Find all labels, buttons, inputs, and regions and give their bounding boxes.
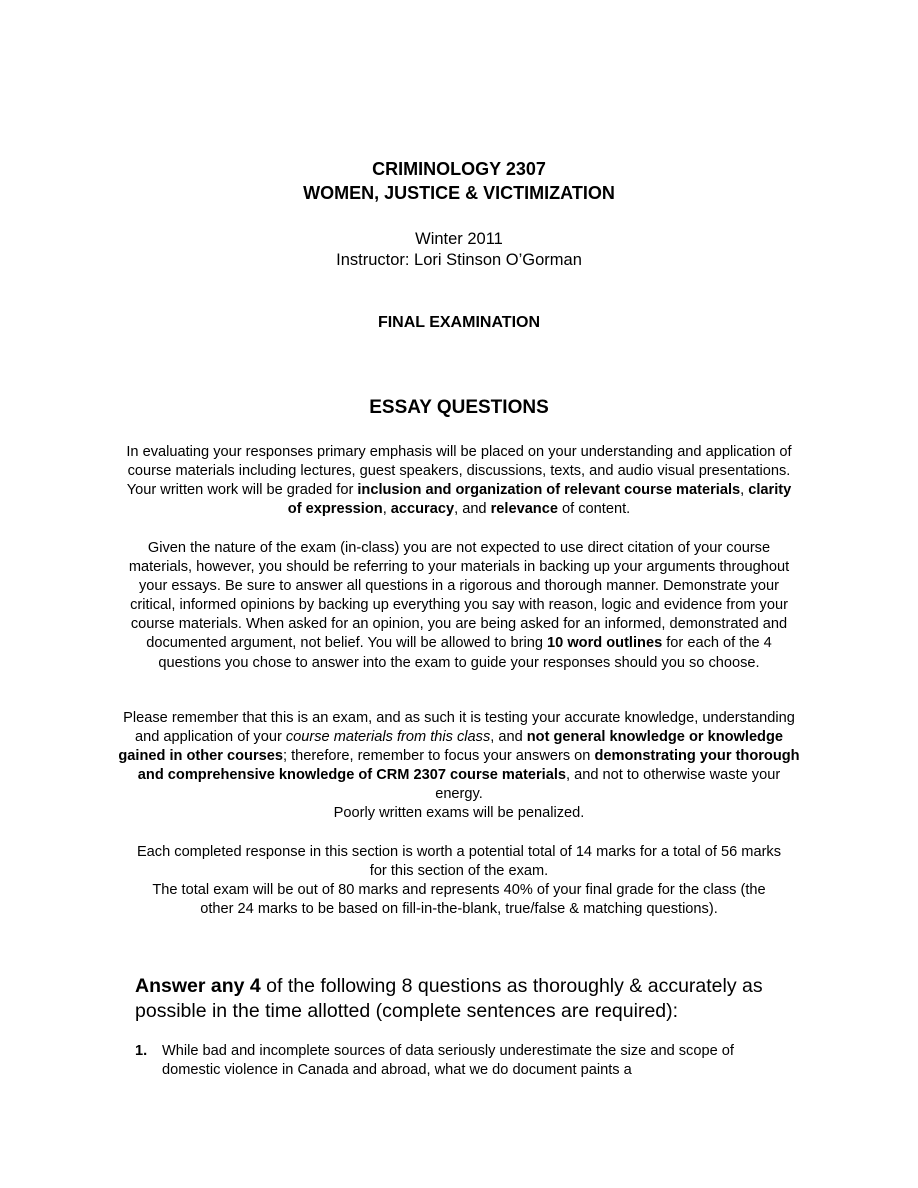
citation-paragraph	[118, 539, 800, 673]
text-run: Given the nature of the exam (in-class) you are not expected to use direct citation of your course materials, however, you should be referring to your materials in backing up your arguments throughout your essays. Be sure to answer all questions in a rigorous and thorough manner. Demonstrate your critical, informed opinions by backing up everything you say with reason, logic and evidence from your course materials. When asked for an opinion, you are being asked for an informed, demonstrated and documented argument, not belief. You will be allowed to bring	[128, 540, 790, 652]
text-run: In evaluating your responses primary emphasis will be placed on your understanding and application of course materials including lectures, guest speakers, discussions, texts, and audio visual presentations. Your written work will be graded for	[126, 444, 792, 499]
course-code: CRIMINOLOGY 2307	[372, 159, 546, 179]
marks-line-total: The total exam will be out of 80 marks and represents 40% of your final grade for the class (the other 24 marks to be based on fill-in-the-blank, true/false & matching questions).	[152, 882, 766, 918]
focus-paragraph	[118, 709, 800, 824]
bold-run: relevance	[490, 501, 558, 518]
term: Winter 2011	[415, 230, 503, 248]
bold-run: not general knowledge or knowledge gained in other courses	[118, 729, 784, 765]
text-run: , and	[454, 501, 491, 518]
answer-instruction	[135, 974, 835, 1024]
bold-run: clarity of expression	[287, 482, 792, 518]
text-run: ,	[382, 501, 391, 518]
bold-run: demonstrating your thorough and comprehensive knowledge of CRM 2307 course materials	[137, 748, 800, 784]
text-run: , and not to otherwise waste your energy.	[435, 767, 781, 803]
instructor: Instructor: Lori Stinson O’Gorman	[336, 251, 582, 269]
text-run: for each of the 4 questions you chose to answer into the exam to guide your responses should you so choose.	[158, 635, 772, 671]
exam-title: FINAL EXAMINATION	[377, 314, 541, 331]
text-run: Please remember that this is an exam, and as such it is testing your accurate knowledge, understanding and application of your	[123, 710, 795, 746]
bold-run: 10 word outlines	[547, 635, 663, 652]
marks-line-section: Each completed response in this section is worth a potential total of 14 marks for a total of 56 marks for this section of the exam.	[136, 844, 782, 880]
bold-run: accuracy	[390, 501, 455, 518]
penalty-note: Poorly written exams will be penalized.	[333, 805, 585, 822]
section-title: ESSAY QUESTIONS	[369, 397, 549, 418]
text-run: ,	[740, 482, 749, 499]
text-run: of content.	[557, 501, 631, 518]
text-run: ; therefore, remember to focus your answers on	[283, 748, 595, 765]
text-run: , and	[490, 729, 527, 746]
italic-run: course materials from this class	[285, 729, 491, 746]
question-text: While bad and incomplete sources of data seriously underestimate the size and scope of domestic violence in Canada and abroad, what we do document paints a	[162, 1043, 734, 1078]
marks-paragraph	[118, 843, 800, 919]
course-title: WOMEN, JUSTICE & VICTIMIZATION	[303, 183, 615, 203]
instruction-rest: of the following 8 questions as thoroughly & accurately as possible in the time allotted (complete sentences are required):	[135, 975, 763, 1022]
grading-paragraph	[118, 443, 800, 519]
bold-run: inclusion and organization of relevant course materials	[357, 482, 741, 499]
question-number: 1.	[135, 1043, 148, 1059]
instruction-bold: Answer any 4	[135, 975, 261, 997]
